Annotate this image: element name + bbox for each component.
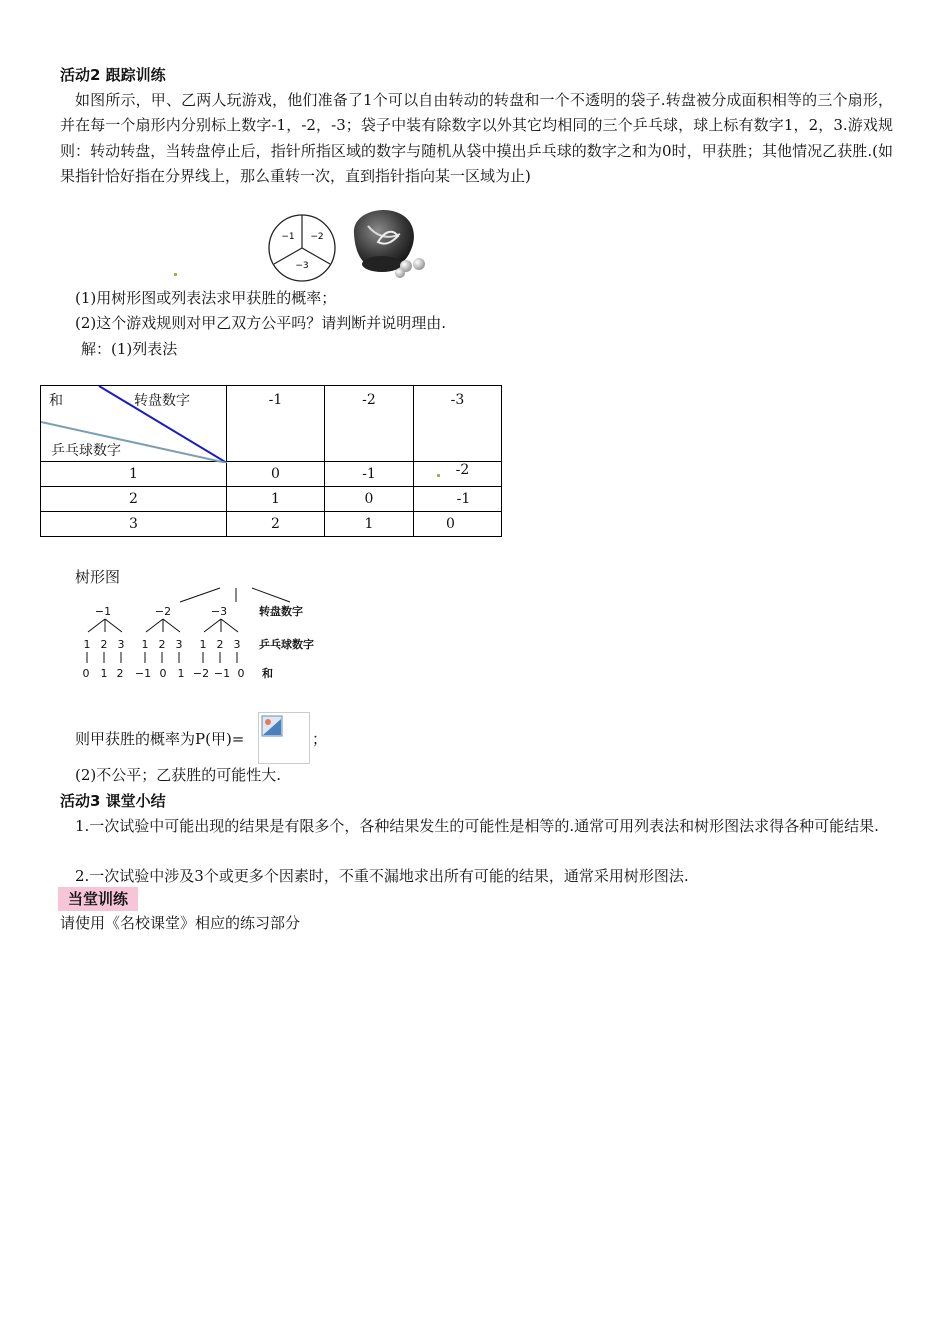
question-1: (1)用树形图或列表法求甲获胜的概率； <box>75 289 337 307</box>
stray-dot <box>437 474 440 477</box>
tree-level2-node: 3 <box>117 638 125 651</box>
spinner-figure <box>266 212 338 284</box>
bag-illustration <box>348 206 430 280</box>
tree-level1-node: −1 <box>94 605 112 618</box>
table-cell: -2 <box>414 462 502 487</box>
tree-diagram <box>70 585 340 685</box>
corner-sum-label: 和 <box>49 393 63 409</box>
tree-level2-node: 1 <box>141 638 149 651</box>
tree-level1-label: 转盘数字 <box>259 605 303 618</box>
spinner-label-1: −1 <box>281 232 295 242</box>
tree-level3-node: 0 <box>237 667 245 680</box>
table-row <box>41 487 502 512</box>
tree-level3-node: 1 <box>100 667 108 680</box>
table-row <box>41 462 502 487</box>
tree-level3-node: −1 <box>213 667 231 680</box>
tree-level1-node: −3 <box>210 605 228 618</box>
table-cell: 1 <box>325 512 414 537</box>
sum-table <box>40 385 502 537</box>
corner-spinner-label: 转盘数字 <box>134 393 190 409</box>
probability-end: ； <box>312 730 328 748</box>
question-2: (2)这个游戏规则对甲乙双方公平吗？请判断并说明理由. <box>75 314 447 332</box>
table-cell: -1 <box>325 462 414 487</box>
table-row <box>41 512 502 537</box>
practice-text: 请使用《名校课堂》相应的练习部分 <box>60 914 301 932</box>
summary-point-1: 1.一次试验中可能出现的结果是有限多个，各种结果发生的可能性是相等的.通常可用列表法和树形图法求得各种可能结果. <box>75 817 879 835</box>
tree-level2-label: 乒乓球数字 <box>259 638 314 651</box>
tree-level2-node: 1 <box>199 638 207 651</box>
activity2-heading: 活动2 跟踪训练 <box>60 66 166 84</box>
tree-level2-node: 3 <box>175 638 183 651</box>
spinner-label-3: −3 <box>295 261 309 271</box>
solution-intro: 解：(1)列表法 <box>81 340 178 358</box>
tree-level2-node: 3 <box>233 638 241 651</box>
table-header-cell: -3 <box>414 386 502 462</box>
tree-level2-node: 2 <box>216 638 224 651</box>
table-cell: 0 <box>325 487 414 512</box>
broken-image-icon <box>261 715 283 737</box>
stray-dot <box>174 273 177 276</box>
practice-badge: 当堂训练 <box>58 887 138 911</box>
tree-level2-node: 2 <box>100 638 108 651</box>
activity3-heading: 活动3 课堂小结 <box>60 792 166 810</box>
tree-level1-node: −2 <box>154 605 172 618</box>
tree-level3-node: 0 <box>159 667 167 680</box>
table-corner-cell <box>41 386 227 462</box>
table-cell: 2 <box>227 512 325 537</box>
table-cell: 1 <box>227 487 325 512</box>
table-cell: -1 <box>414 487 502 512</box>
probability-image-placeholder <box>258 712 310 764</box>
tree-level3-node: −1 <box>134 667 152 680</box>
table-cell: 0 <box>414 512 502 537</box>
tree-level2-node: 1 <box>83 638 91 651</box>
table-row-ball: 3 <box>41 512 227 537</box>
corner-ball-label: 乒乓球数字 <box>51 443 121 459</box>
tree-level3-node: −2 <box>192 667 210 680</box>
tree-level3-label: 和 <box>262 667 273 680</box>
problem-paragraph: 如图所示，甲、乙两人玩游戏，他们准备了1个可以自由转动的转盘和一个不透明的袋子.转盘被分成面积相等的三个扇形，并在每一个扇形内分别标上数字-1，-2，-3；袋子中装有除数字以外其它均相同的三个乒乓球，球上标有数字1，2，3.游戏规则：转动转盘，当转盘停止后，指针所指区域的数字与随机从袋中摸出乒乓球的数字之和为0时，甲获胜；其他情况乙获胜.(如果指针恰好指在分界线上，那么重转一次，直到指针指向某一区域为止) <box>60 91 893 185</box>
table-row-ball: 1 <box>41 462 227 487</box>
tree-level3-node: 2 <box>116 667 124 680</box>
spinner-label-2: −2 <box>310 232 324 242</box>
table-header-cell: -1 <box>227 386 325 462</box>
tree-level2-node: 2 <box>158 638 166 651</box>
table-row-ball: 2 <box>41 487 227 512</box>
table-cell: 0 <box>227 462 325 487</box>
tree-title: 树形图 <box>75 568 121 586</box>
answer-2: (2)不公平；乙获胜的可能性大. <box>75 766 282 784</box>
tree-level3-node: 0 <box>82 667 90 680</box>
summary-point-2: 2.一次试验中涉及3个或更多个因素时，不重不漏地求出所有可能的结果，通常采用树形图法. <box>75 867 689 885</box>
table-header-cell: -2 <box>325 386 414 462</box>
probability-text: 则甲获胜的概率为P(甲)= <box>75 730 245 748</box>
tree-level3-node: 1 <box>177 667 185 680</box>
